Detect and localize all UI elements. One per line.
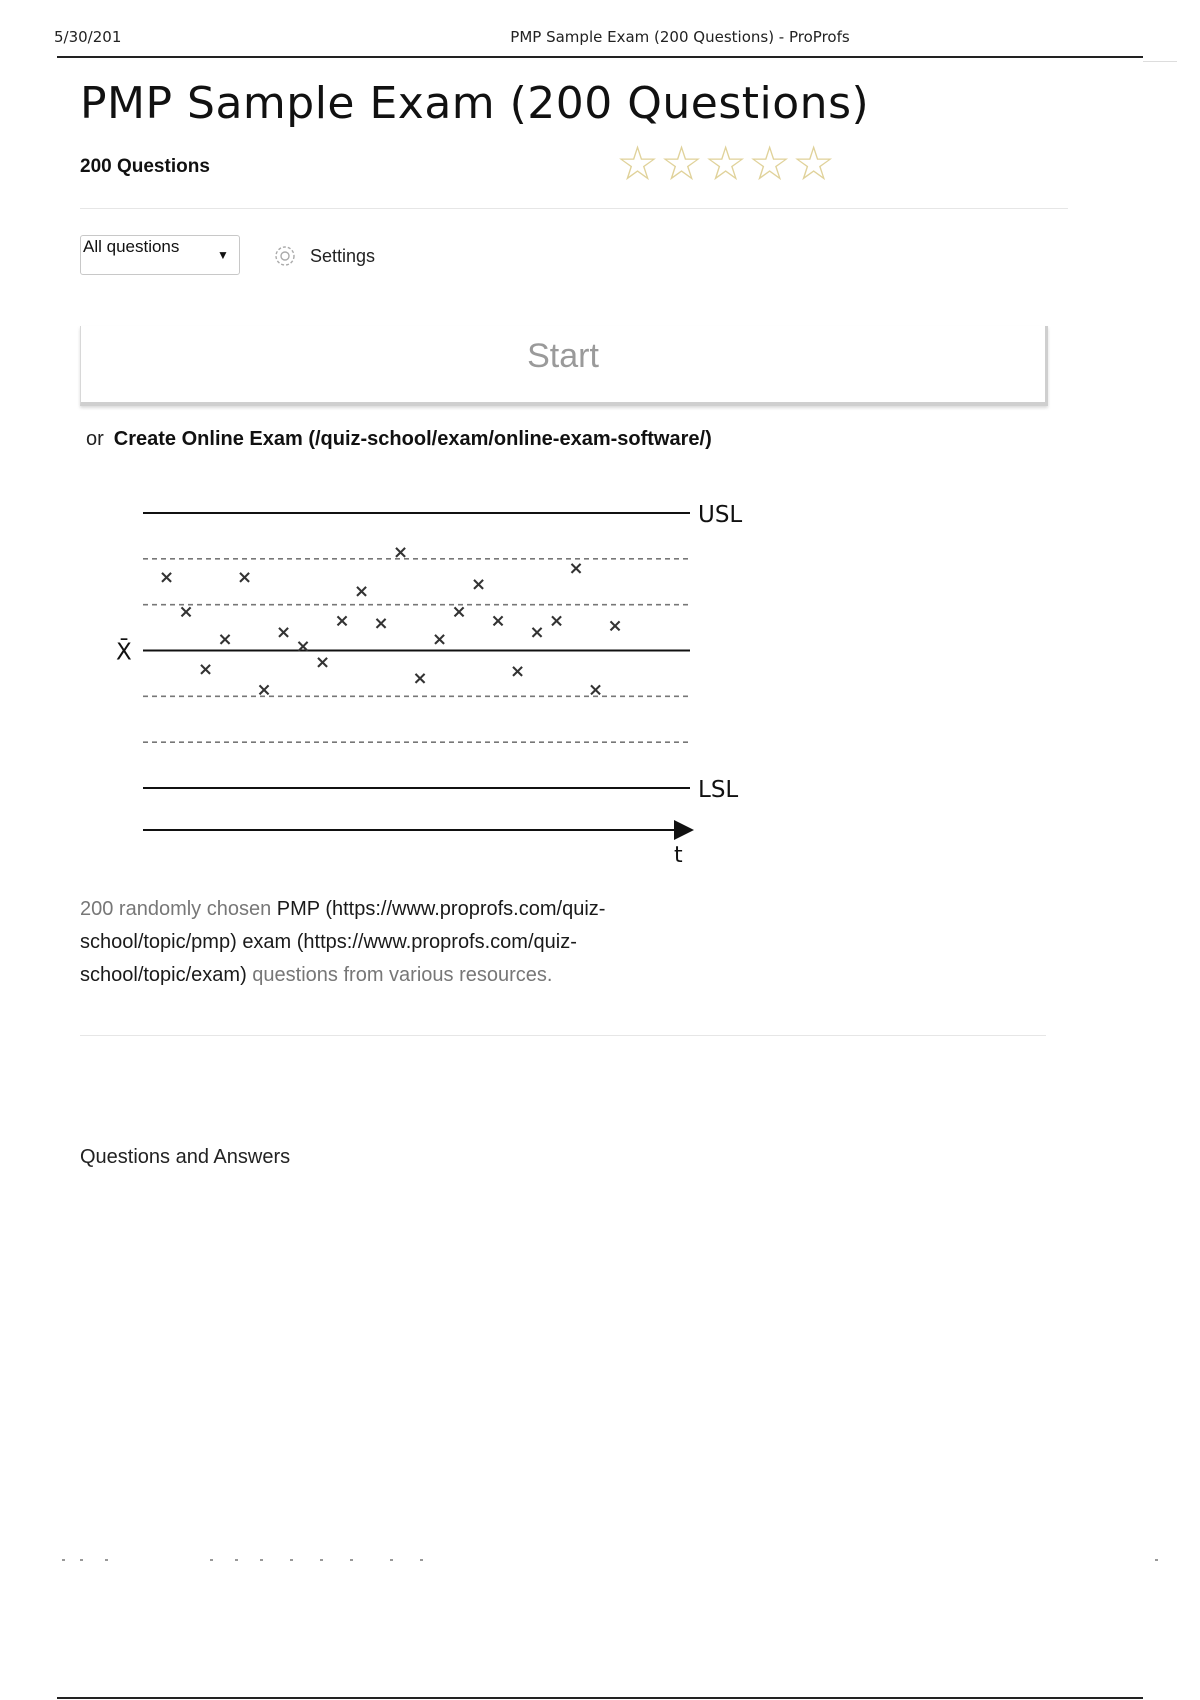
print-page-title: PMP Sample Exam (200 Questions) - ProProfs [510,28,850,46]
data-point: × [275,622,292,644]
footer-url-faint [60,1556,1160,1564]
header-divider-faint [1143,61,1177,62]
start-button-label: Start [527,337,599,375]
data-point: × [509,661,526,683]
create-online-exam-link[interactable]: Create Online Exam (/quiz-school/exam/online-exam-software/) [113,428,712,450]
question-filter-value: All questions [83,237,180,256]
settings-link[interactable]: Settings [310,246,376,266]
data-point: × [178,601,194,623]
data-point: × [334,610,350,632]
star-rating[interactable] [616,136,836,192]
data-point: × [470,574,487,596]
data-point: × [431,629,448,651]
star-icon[interactable]: ☆ [660,136,704,192]
star-icon[interactable]: ☆ [748,136,792,192]
data-point: × [412,668,428,689]
control-chart [100,485,760,885]
questions-heading: Questions and Answers [80,1146,291,1168]
section-divider [80,208,1068,209]
reference-line-label: USL [698,502,743,528]
page-title: PMP Sample Exam (200 Questions) [80,78,870,129]
star-icon[interactable]: ☆ [792,136,836,192]
create-exam-line [86,428,712,451]
star-icon[interactable]: ☆ [616,136,660,192]
exam-description [80,893,700,992]
section-divider [80,1035,1046,1036]
data-point: × [353,580,370,602]
description-prefix: 200 randomly chosen [80,898,277,920]
question-filter-select[interactable] [80,235,240,275]
star-icon[interactable]: ☆ [704,136,748,192]
or-text: or [86,428,104,450]
data-point: × [197,658,214,680]
gear-icon[interactable] [273,244,297,268]
reference-line-label: X̄ [116,639,132,666]
description-suffix: questions from various resources. [246,964,553,986]
chevron-down-icon: ▼ [217,248,229,262]
data-point: × [158,567,175,589]
reference-line-label: LSL [698,777,739,803]
data-point: × [256,679,272,701]
start-button[interactable] [80,326,1048,406]
data-point: × [314,651,331,673]
data-point: × [392,541,409,563]
data-point: × [587,679,604,701]
print-date: 5/30/201 [54,28,122,46]
data-point: × [490,610,506,632]
data-point: × [529,622,545,644]
data-point: × [568,558,584,579]
data-point: × [236,567,253,589]
data-point: × [548,610,565,632]
exam-topic-link[interactable]: exam (https://www.proprofs.com/quiz-school/topic/exam) [80,931,577,986]
header-divider [57,56,1143,58]
pmp-topic-link[interactable]: PMP (https://www.proprofs.com/quiz-school/topic/pmp) [80,898,606,953]
data-point: × [295,635,311,657]
x-axis-label: t [674,843,683,868]
footer-divider [57,1697,1143,1699]
data-point: × [451,601,467,623]
data-point: × [217,629,233,651]
data-point: × [373,613,389,634]
question-count: 200 Questions [80,156,210,177]
data-point: × [607,615,623,637]
